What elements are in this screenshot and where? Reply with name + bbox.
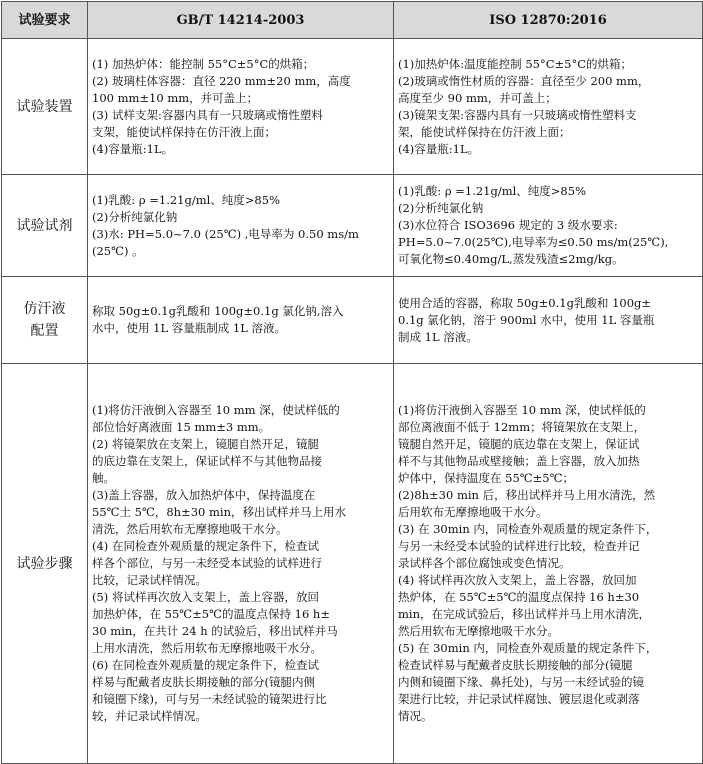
cell-line: (3)镜架支架:容器内具有一只玻璃或惰性塑料支 [398,107,637,122]
cell-line: 样易与配戴者皮肤长期接触的部分(镜腿内侧 [92,675,315,689]
iso-cell [394,175,703,277]
cell-line: 录试样各个部位腐蚀或变色情况。 [398,556,571,570]
cell-line: (5) 将试样再次放入支架上，盖上容器，放回 [92,590,319,604]
cell-line: 比较，记录试样情况。 [92,573,207,587]
cell-line: 与另一未经受本试验的试样进行比较，检查并记 [398,539,640,553]
cell-line: 0.1g 氯化钠，溶于 900ml 水中，使用 1L 容量瓶 [398,312,655,327]
cell-line: (4)容量瓶:1L。 [92,141,174,156]
cell-line: 制成 1L 溶液。 [398,329,478,344]
cell-line: (4) 在同检查外观质量的规定条件下，检查试 [92,539,319,553]
row-test-reagents [2,175,703,277]
row-label [2,175,88,277]
cell-line: (6) 在同检查外观质量的规定条件下，检查试 [92,658,319,672]
iso-cell [394,364,703,764]
cell-line: 架进行比较，并记录试样腐蚀、镀层退化或剥落 [398,692,640,706]
gb-cell [88,175,394,277]
row-label-text: 配置 [30,323,59,339]
row-label-text: 试验步骤 [16,555,73,572]
row-label [2,39,88,175]
cell-line: 后用软布无摩擦地吸干水分。 [398,505,548,519]
header-iso-standard: ISO 12870:2016 [394,2,703,39]
cell-line: (3) 试样支架:容器内具有一只玻璃或惰性塑料 [92,107,323,122]
cell-line: 加热炉体，在 55℃±5℃的温度点保持 16 h± [92,607,330,621]
cell-line: 内侧和镜圈下缘、鼻托处)，与另一未经试验的镜 [398,675,644,689]
cell-line: 较，并记录试样情况。 [92,709,207,723]
comparison-table [1,1,703,764]
cell-line: (2) 将镜架放在支架上，镜腿自然开足，镜腿 [92,437,319,451]
cell-line: (2)8h±30 min 后，移出试样并马上用水清洗，然 [398,488,656,502]
row-test-procedure [2,364,703,764]
cell-line: (1) 加热炉体：能控制 55°C±5°C的烘箱； [92,56,315,71]
cell-line: (2)分析纯氯化钠 [92,209,178,224]
row-label-text: 仿汗液 [23,301,66,317]
cell-line: (5) 在 30min 内，同检查外观质量的规定条件下， [398,641,658,655]
row-label [2,364,88,764]
cell-line: 上用水清洗，然后用软布无摩擦地吸干水分。 [92,641,322,655]
cell-line: 高度至少 90 mm，并可盖上； [398,90,557,105]
cell-line: 部位离液面不低于 12mm；将镜架放在支架上， [398,420,646,434]
cell-line: 镜腿自然开足，镜腿的底边靠在支架上，保证试 [398,437,640,451]
cell-line: 100 mm±10 mm，并可盖上； [92,90,259,105]
iso-cell [394,277,703,364]
cell-line: (3)盖上容器，放入加热炉体中，保持温度在 [92,488,316,502]
cell-line: 水中，使用 1L 容量瓶制成 1L 溶液。 [92,321,287,335]
cell-line: 检查试样易与配戴者皮肤长期接触的部分(镜腿 [398,658,633,672]
cell-line: (3)水: PH=5.0~7.0 (25℃) ,电导率为 0.50 ms/m [92,226,359,241]
row-label [2,277,88,364]
cell-line: (1)乳酸: ρ =1.21g/ml、纯度>85% [92,192,280,207]
cell-line: (25℃) 。 [92,243,144,258]
cell-line: 支架，能使试样保持在仿汗液上面； [92,124,276,139]
cell-line: (2) 玻璃柱体容器：直径 220 mm±20 mm，高度 [92,73,351,88]
cell-line: 的底边靠在支架上，保证试样不与其他物品接 [92,454,322,468]
row-sweat-solution-preparation [2,277,703,364]
cell-line: (1)将仿汗液倒入容器至 10 mm 深，使试样低的 [92,403,340,417]
cell-line: 热炉体，在 55℃±5℃的温度点保持 16 h±30 [398,590,640,604]
cell-line: 样各个部位，与另一未经受本试验的试样进行 [92,556,322,570]
cell-line: (1)乳酸: ρ =1.21g/ml、纯度>85% [398,184,586,198]
header-gb-standard: GB/T 14214-2003 [88,2,394,39]
cell-line: 情况。 [398,709,433,723]
cell-line: 30 min，在共计 24 h 的试验后，移出试样并马 [92,624,338,638]
cell-line: (4)容量瓶:1L。 [398,141,480,156]
cell-line: 称取 50g±0.1g乳酸和 100g±0.1g 氯化钠,溶入 [92,304,344,318]
cell-line: 清洗，然后用软布无摩擦地吸干水分。 [92,522,288,536]
cell-line: 架，能使试样保持在仿汗液上面； [398,124,571,139]
cell-line: 可氧化物≤0.40mg/L,蒸发残渣≤2mg/kg。 [398,252,624,266]
cell-line: min，在完成试验后，移出试样并马上用水清洗， [398,607,650,621]
gb-cell [88,39,394,175]
row-label-text: 试验装置 [16,98,73,115]
cell-line: (1)将仿汗液倒入容器至 10 mm 深，使试样低的 [398,403,646,417]
cell-line: 然后用软布无摩擦地吸干水分。 [398,624,559,638]
cell-line: 55℃土 5℃，8h±30 min，移出试样并马上用水 [92,505,346,519]
iso-cell [394,39,703,175]
gb-cell [88,277,394,364]
cell-line: PH=5.0~7.0(25℃),电导率为≤0.50 ms/m(25℃), [398,235,669,249]
cell-line: (2)分析纯氯化钠 [398,201,484,215]
cell-line: 触。 [92,471,115,485]
cell-line: 和镜圈下缘)，可与另一未经试验的镜架进行比 [92,692,327,706]
cell-line: 部位恰好离液面 15 mm±3 mm。 [92,420,271,434]
cell-line: (3)水位符合 ISO3696 规定的 3 级水要求: [398,218,618,232]
cell-line: (4) 将试样再次放入支架上，盖上容器，放回加 [398,573,637,587]
cell-line: (3) 在 30min 内，同检查外观质量的规定条件下， [398,522,658,536]
cell-line: (1)加热炉体:温度能控制 55°C±5°C的烘箱； [398,56,633,71]
row-label-text: 试验试剂 [16,217,73,234]
header-test-requirement: 试验要求 [2,2,88,39]
header-row [2,2,703,39]
row-test-apparatus [2,39,703,175]
gb-cell [88,364,394,764]
cell-line: 炉体中，保持温度在 55℃±5℃； [398,471,574,485]
cell-line: 样不与其他物品或壁接触；盖上容器，放入加热 [398,454,640,468]
cell-line: 使用合适的容器，称取 50g±0.1g乳酸和 100g± [398,295,652,310]
cell-line: (2)玻璃或惰性材质的容器：直径至少 200 mm， [398,73,650,88]
